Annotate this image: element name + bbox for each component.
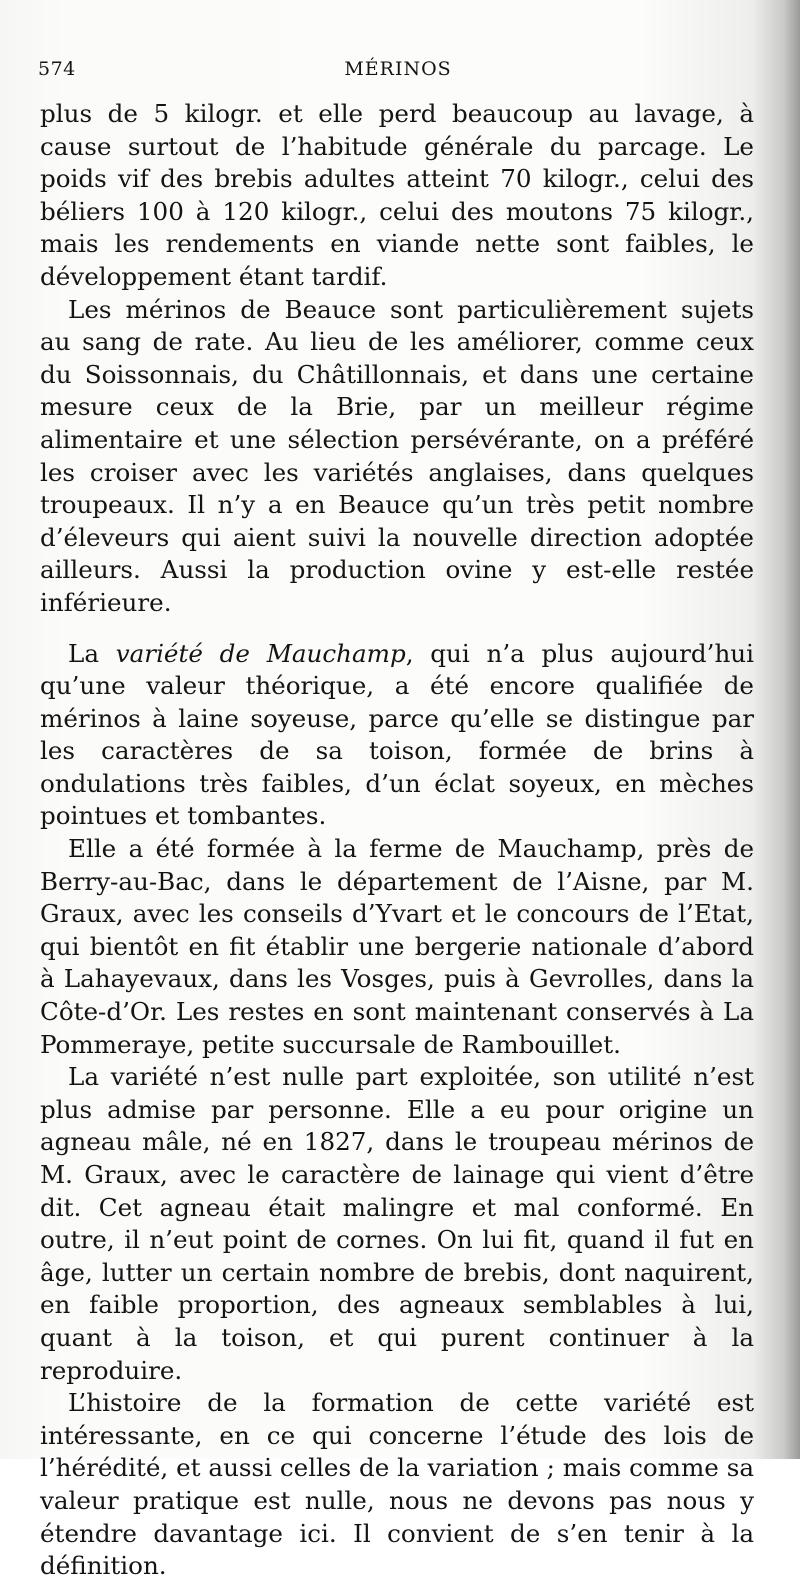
page-body: [40, 98, 754, 1583]
variety-name: variété de Mauchamp: [115, 638, 406, 668]
paragraph-beauce: Les mérinos de Beauce sont particulièrement sujets au sang de rate. Au lieu de les améliorer, comme ceux du Soissonnais, du Châtillonnais, et dans une certaine mesure ceux de la Brie, par un meilleur régime alimentaire et une sélection persévérante, on a préféré les croiser avec les variétés anglaises, dans quelques troupeaux. Il n’y a en Beauce qu’un très petit nombre d’éleveurs qui aient suivi la nouvelle direction adoptée ailleurs. Aussi la production ovine y est-elle restée inférieure.: [40, 294, 754, 617]
paragraph-mauchamp-intro: [40, 638, 754, 834]
paragraph-history: L’histoire de la formation de cette variété est intéressante, en ce qui concerne l’étude des lois de l’hérédité, et aussi celles de la variation ; mais comme sa valeur pratique est nulle, nous ne devons pas nous y étendre davantage ici. Il convient de s’en tenir à la définition.: [40, 1388, 754, 1581]
page-header: [38, 58, 758, 88]
page-number: 574: [38, 58, 76, 80]
paragraph-rest: , qui n’a plus aujourd’hui qu’une valeur théorique, a été encore qualifiée de mérinos à laine soyeuse, parce qu’elle se distingue par les caractères de sa toison, formée de brins à ondulations très faibles, d’un éclat soyeux, en mèches pointues et tombantes.: [40, 638, 755, 831]
paragraph-formation: Elle a été formée à la ferme de Mauchamp, près de Berry-au-Bac, dans le département de l’Aisne, par M. Graux, avec les conseils d’Yvart et le concours de l’Etat, qui bientôt en fit établir une bergerie nationale d’abord à Lahayevaux, dans les Vosges, puis à Gevrolles, dans la Côte-d’Or. Les restes en sont maintenant conservés à La Pommeraye, petite succursale de Rambouillet.: [40, 834, 754, 1059]
paragraph-continuation: plus de 5 kilogr. et elle perd beaucoup au lavage, à cause surtout de l’habitude générale du parcage. Le poids vif des brebis adultes atteint 70 kilogr., celui des béliers 100 à 120 kilogr., celui des moutons 75 kilogr., mais les rendements en viande nette sont faibles, le développement étant tardif.: [40, 99, 754, 291]
paragraph-origin: La variété n’est nulle part exploitée, son utilité n’est plus admise par personne. Elle a eu pour origine un agneau mâle, né en 1827, dans le troupeau mérinos de M. Graux, avec le caractère de lainage qui vient d’être dit. Cet agneau était malingre et mal conformé. En outre, il n’eut point de cornes. On lui fit, quand il fut en âge, lutter un certain nombre de brebis, dont naquirent, en faible proportion, des agneaux semblables à lui, quant à la toison, et qui purent continuer à la reproduire.: [40, 1062, 754, 1385]
running-head: MÉRINOS: [344, 58, 452, 80]
paragraph-lead: La: [68, 638, 116, 668]
